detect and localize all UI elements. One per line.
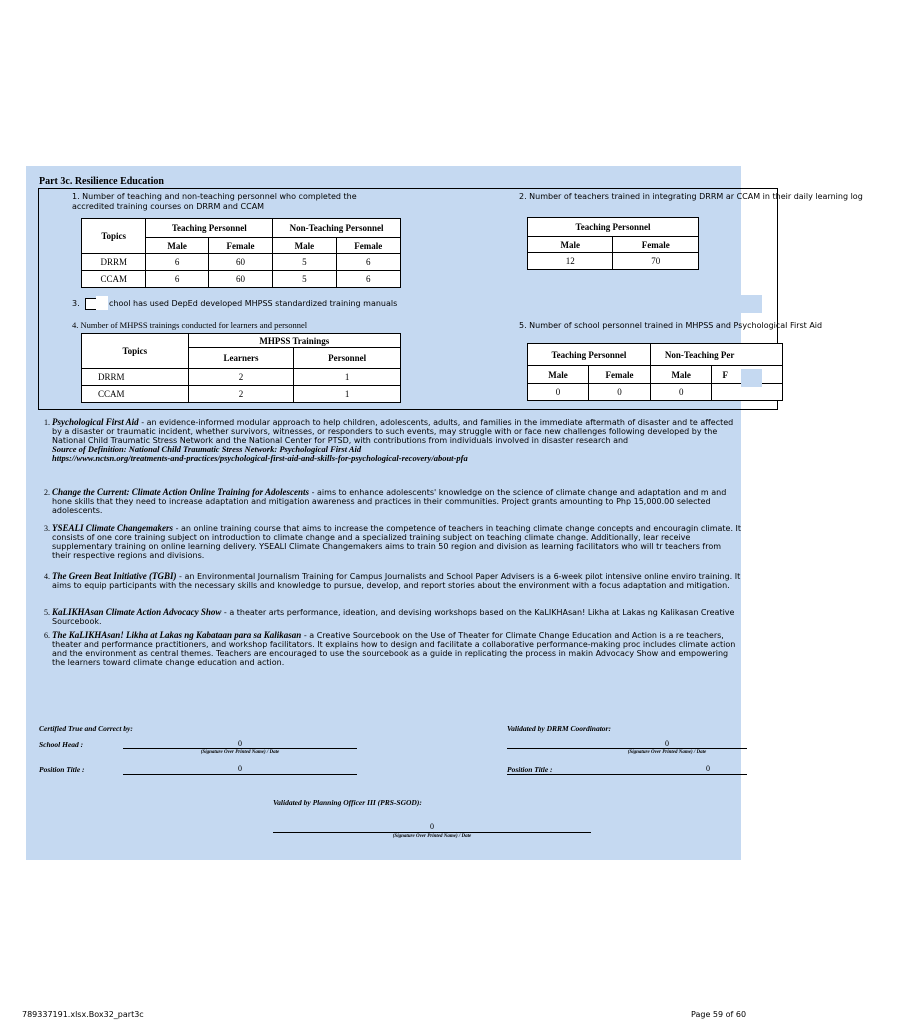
definition-text: - a Creative Sourcebook on the Use of Theater for Climate Change Education and Action is a re teachers, theater and performance practitioners, and workshop facilitators. It explains how to design and facilitate a collaborative performance-making proc includes climate action and the environment as central themes. Teachers are encouraged to use the sourcebook as a guide in replicating the process in makin Advocacy Show and empowering the learners toward climate change education and action. [52, 631, 736, 667]
definition-text: - aims to enhance adolescents' knowledge on the science of climate change and adaptation and m and hone skills that they need to increase adaptation and mitigation awareness and practices in their communities. Project grants amounting to Php 15,000.00 selected adolescents. [52, 488, 727, 515]
position-title-label: Position Title : [39, 765, 85, 774]
signature-caption: (Signature Over Printed Name) / Date [627, 750, 707, 755]
q1-cell: 6 [336, 271, 400, 288]
q1-cell: 6 [146, 271, 208, 288]
table-row [82, 254, 401, 271]
q5-t-male-header: Male [528, 366, 589, 384]
q1-t-male-header: Male [146, 238, 208, 254]
q1-topics-header: Topics [82, 219, 146, 254]
position-title-value: 0 [238, 764, 242, 773]
q4-text: 4. Number of MHPSS trainings conducted for learners and personnel [72, 320, 308, 330]
q1-teaching-header: Teaching Personnel [146, 219, 273, 238]
definition-number: 6. [44, 631, 50, 640]
definition-text: - an Environmental Journalism Training for Campus Journalists and School Paper Advisers is a 6-week pilot intensive online enviro training. It aims to equip participants with the necessary skills and knowledge to pursue, develop, and report stories about the environment with a focus adaptation and mitigation. [52, 572, 741, 590]
q4-learners-header: Learners [188, 348, 294, 369]
position-title-line [123, 774, 357, 775]
definition-text: - a theater arts performance, ideation, and devising workshops based on the KaLIKHAsan! Likha at Lakas ng Kalikasan Creative Sourcebook. [52, 608, 735, 626]
definition-title: Change the Current: Climate Action Online Training for Adolescents [52, 487, 310, 497]
q5-nt-male-header: Male [650, 366, 712, 384]
drrm-position-label: Position Title : [507, 765, 553, 774]
q1-cell: 60 [208, 254, 272, 271]
q5-cell: 0 [589, 384, 651, 401]
part-title: Part 3c. Resilience Education [39, 176, 164, 187]
q4-personnel-header: Personnel [294, 348, 401, 369]
q4-topics-header: Topics [82, 334, 189, 369]
q4-cell: 1 [294, 369, 401, 386]
q1-nt-female-header: Female [336, 238, 400, 254]
q1-cell: 5 [273, 254, 336, 271]
definition-number: 3. [44, 524, 50, 533]
checkbox-cell [96, 296, 108, 310]
definition-text: - an evidence-informed modular approach to help children, adolescents, adults, and families in the immediate aftermath of disaster and te affected by a disaster or traumatic incident, whether survivors, witnesses, or responders to such events, may struggle with or face new challenges following developed by the National Child Traumatic Stress Network and the National Center for PTSD, with contributions from individuals involved in disaster research and [52, 418, 734, 445]
school-head-value: 0 [238, 739, 242, 748]
q2-male-header: Male [528, 237, 613, 253]
definition-number: 4. [44, 572, 50, 581]
definition-number: 5. [44, 608, 50, 617]
definition-item [44, 630, 742, 667]
table-row [528, 253, 699, 270]
drrm-value: 0 [665, 739, 669, 748]
q4-cell: 1 [294, 386, 401, 403]
q2-text-content: 2. Number of teachers trained in integrating DRRM ar CCAM in their daily learning log [519, 192, 863, 201]
q2-female-header: Female [613, 237, 699, 253]
q2-teaching-header: Teaching Personnel [528, 218, 699, 237]
planning-value: 0 [430, 822, 434, 831]
q1-row-topic: DRRM [82, 254, 146, 271]
definition-number: 2. [44, 488, 50, 497]
validated-planning-label: Validated by Planning Officer III (PRS-SGOD): [273, 798, 422, 807]
q2-table [527, 217, 699, 270]
q1-cell: 6 [146, 254, 208, 271]
planning-line [273, 832, 591, 833]
school-head-label: School Head : [39, 740, 84, 749]
definition-item [44, 487, 742, 515]
definition-title: The Green Beat Initiative (TGBI) [52, 571, 177, 581]
signature-caption: (Signature Over Printed Name) / Date [392, 834, 472, 839]
q5-teaching-header: Teaching Personnel [528, 344, 651, 366]
definition-text: - an online training course that aims to increase the competence of teachers in teaching climate change concepts and encouragin climate. It consists of one core training subject on introduction to climate change and a specialized training subject on teaching climate change. Additionally, lear receive supplementary training on online learning delivery. YSEALI Climate Changemakers aims to train 50 region and division as learning facilitators who will tr teachers from their respective regions and divisions. [52, 524, 742, 560]
definition-title: The KaLIKHAsan! Likha at Lakas ng Kabataan para sa Kalikasan [52, 630, 302, 640]
q2-cell: 12 [528, 253, 613, 270]
q4-cell: 2 [188, 369, 294, 386]
certified-label: Certified True and Correct by: [39, 724, 133, 733]
definition-number: 1. [44, 418, 50, 427]
q1-t-female-header: Female [208, 238, 272, 254]
definition-url: https://www.nctsn.org/treatments-and-practices/psychological-first-aid-and-skills-for-psychological-recovery/about-pfa [52, 453, 468, 463]
table-row [82, 271, 401, 288]
drrm-position-value: 0 [706, 764, 710, 773]
q5-cell: 0 [528, 384, 589, 401]
q5-nonteaching-header: Non-Teaching Per [650, 344, 782, 366]
definition-item [44, 571, 742, 590]
q3-text: chool has used DepEd developed MHPSS standardized training manuals [109, 299, 398, 308]
q1-cell: 5 [273, 271, 336, 288]
definition-item [44, 523, 742, 560]
q3-number: 3. [72, 299, 80, 308]
q5-text-content: 5. Number of school personnel trained in MHPSS and Psychological First Aid [519, 321, 823, 330]
q5-cell: 0 [650, 384, 712, 401]
definition-title: KaLIKHAsan Climate Action Advocacy Show [52, 607, 222, 617]
q2-text [519, 192, 863, 202]
sheet-edge [741, 369, 762, 387]
q1-nt-male-header: Male [273, 238, 336, 254]
q4-row-topic: DRRM [82, 369, 189, 386]
q2-cell: 70 [613, 253, 699, 270]
q4-row-topic: CCAM [82, 386, 189, 403]
q1-table [81, 218, 401, 288]
q1-text: 1. Number of teaching and non-teaching personnel who completed the accredited training courses on DRRM and CCAM [72, 192, 357, 211]
q1-cell: 6 [336, 254, 400, 271]
q4-table [81, 333, 401, 403]
school-head-line [123, 748, 357, 749]
q5-t-female-header: Female [589, 366, 651, 384]
signature-caption: (Signature Over Printed Name) / Date [200, 750, 280, 755]
definition-item [44, 607, 742, 626]
table-row [82, 386, 401, 403]
q1-cell: 60 [208, 271, 272, 288]
validated-drrm-label: Validated by DRRM Coordinator: [507, 724, 611, 733]
q5-text [519, 321, 823, 331]
drrm-position-line [507, 774, 747, 775]
q5-nt-female-header: F [712, 366, 783, 384]
sheet-edge [741, 295, 762, 313]
definition-source: Source of Definition: National Child Traumatic Stress Network: Psychological First Aid [52, 444, 362, 454]
definition-title: YSEALI Climate Changemakers [52, 523, 174, 533]
footer-filename: 789337191.xlsx.Box32_part3c [22, 1010, 144, 1019]
drrm-line [507, 748, 747, 749]
q1-nonteaching-header: Non-Teaching Personnel [273, 219, 401, 238]
table-row [82, 369, 401, 386]
report-sheet [26, 166, 863, 860]
q4-mhpss-header: MHPSS Trainings [188, 334, 400, 348]
definition-title: Psychological First Aid [52, 417, 139, 427]
q4-cell: 2 [188, 386, 294, 403]
footer-page-number: Page 59 of 60 [691, 1010, 747, 1019]
q1-row-topic: CCAM [82, 271, 146, 288]
definition-item [44, 417, 742, 463]
